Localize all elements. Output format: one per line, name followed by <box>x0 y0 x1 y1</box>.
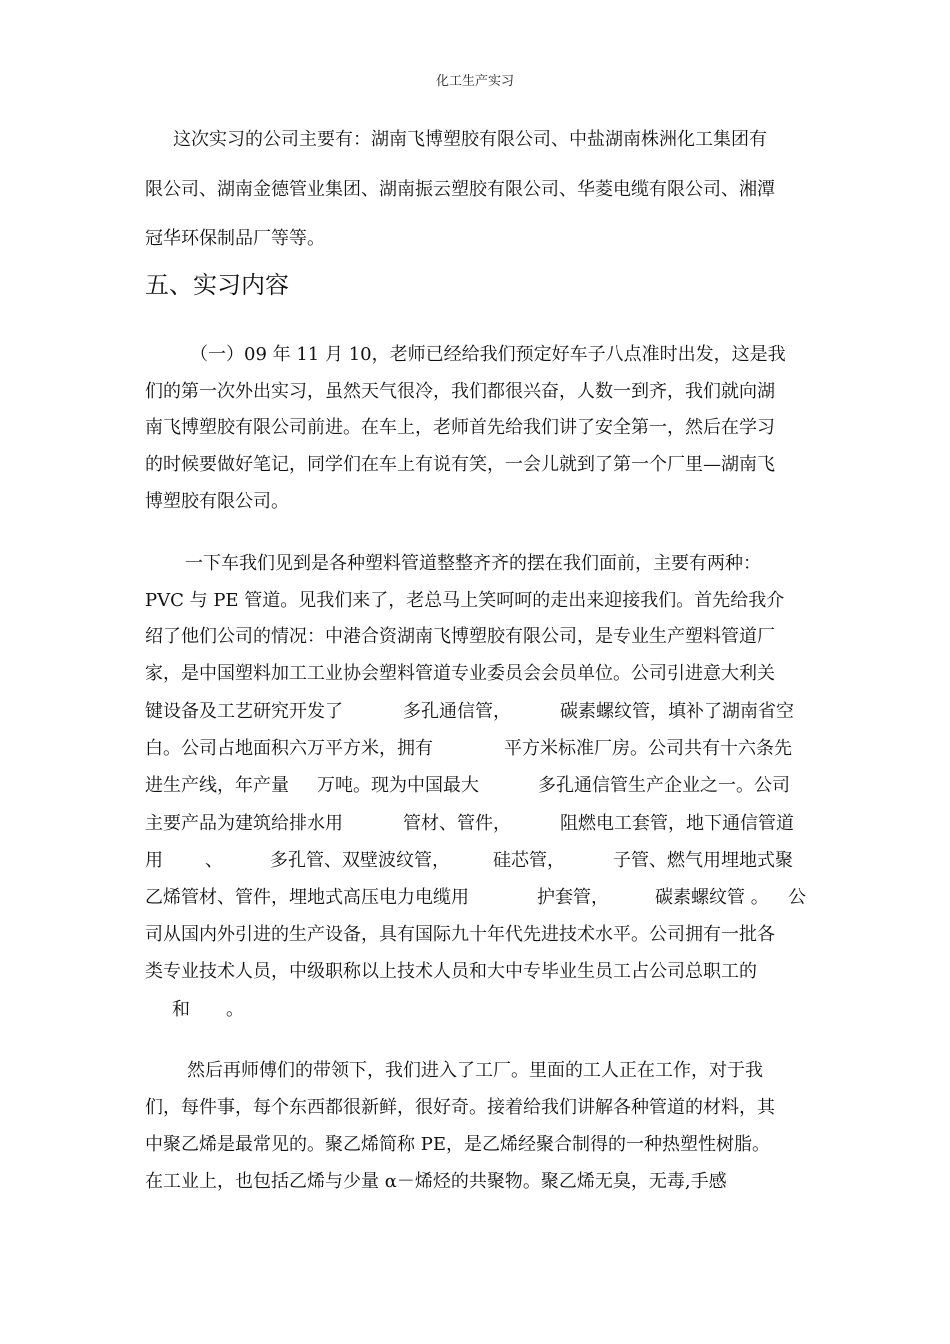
p3-line-8-c: 阻燃电工套管，地下通信管道 <box>560 813 794 834</box>
p3-line-6-a: 白。公司占地面积六万平方米，拥有 <box>145 738 433 759</box>
p3-line-6-b: 平方米标准厂房。公司共有十六条先 <box>504 738 792 759</box>
p3-line-13-a: 和 <box>172 999 190 1020</box>
p3-line-3: 绍了他们公司的情况：中港合资湖南飞博塑胶有限公司，是专业生产塑料管道厂 <box>145 626 775 647</box>
p3-line-10-b: 护套管， <box>537 887 609 908</box>
p3-line-2: PVC 与 PE 管道。见我们来了，老总马上笑呵呵的走出来迎接我们。首先给我介 <box>145 590 785 611</box>
p3-line-12: 类专业技术人员，中级职称以上技术人员和大中专毕业生员工占公司总职工的 <box>145 961 757 982</box>
p2-line-2: 们的第一次外出实习，虽然天气很冷，我们都很兴奋，人数一到齐，我们就向湖 <box>145 381 775 402</box>
p3-line-4: 家，是中国塑料加工工业协会塑料管道专业委员会会员单位。公司引进意大利关 <box>145 663 775 684</box>
p2-line-4: 的时候要做好笔记，同学们在车上有说有笑，一会儿就到了第一个厂里—湖南飞 <box>145 454 775 475</box>
p3-line-11: 司从国内外引进的生产设备，具有国际九十年代先进技术水平。公司拥有一批各 <box>145 924 775 945</box>
p3-line-9-d: 硅芯管， <box>493 850 565 871</box>
p3-line-5-b: 多孔通信管， <box>403 701 511 722</box>
p3-line-10-a: 乙烯管材、管件，埋地式高压电力电缆用 <box>145 887 469 908</box>
p3-line-1: 一下车我们见到是各种塑料管道整整齐齐的摆在我们面前，主要有两种： <box>185 553 761 574</box>
p3-line-5-c: 碳素螺纹管，填补了湖南省空 <box>560 701 794 722</box>
p3-line-7-c: 多孔通信管生产企业之一。公司 <box>538 775 790 796</box>
p2-line-1: （一）09 年 11 月 10，老师已经给我们预定好车子八点准时出发，这是我 <box>190 344 786 365</box>
p2-line-5: 博塑胶有限公司。 <box>145 491 289 512</box>
p2-line-3: 南飞博塑胶有限公司前进。在车上，老师首先给我们讲了安全第一，然后在学习 <box>145 417 775 438</box>
p4-line-2: 们，每件事，每个东西都很新鲜，很好奇。接着给我们讲解各种管道的材料，其 <box>145 1097 775 1118</box>
p1-line-1: 这次实习的公司主要有：湖南飞博塑胶有限公司、中盐湖南株洲化工集团有 <box>173 129 767 150</box>
p3-line-7-b: 万吨。现为中国最大 <box>317 775 479 796</box>
p1-line-2: 限公司、湖南金德管业集团、湖南振云塑胶有限公司、华菱电缆有限公司、湘潭 <box>145 179 775 200</box>
p3-line-7-a: 进生产线，年产量 <box>145 775 289 796</box>
p4-line-4: 在工业上，也包括乙烯与少量 α－烯烃的共聚物。聚乙烯无臭，无毒,手感 <box>145 1171 727 1192</box>
p3-line-8-b: 管材、管件， <box>403 813 511 834</box>
running-header: 化工生产实习 <box>435 74 514 89</box>
p3-line-9-e: 子管、燃气用埋地式聚 <box>613 850 793 871</box>
p1-line-3: 冠华环保制品厂等等。 <box>145 228 325 249</box>
p3-line-9-a: 用 <box>145 850 163 871</box>
p3-line-5-a: 键设备及工艺研究开发了 <box>145 701 343 722</box>
p3-line-9-c: 多孔管、双壁波纹管， <box>270 850 450 871</box>
p3-line-8-a: 主要产品为建筑给排水用 <box>145 813 343 834</box>
p3-line-10-c: 碳素螺纹管 。 <box>655 887 769 908</box>
p3-line-10-d: 公 <box>788 887 806 908</box>
p3-line-9-b: 、 <box>205 850 223 871</box>
p3-line-13-b: 。 <box>226 999 244 1020</box>
p4-line-3: 中聚乙烯是最常见的。聚乙烯简称 PE，是乙烯经聚合制得的一种热塑性树脂。 <box>145 1134 770 1155</box>
p4-line-1: 然后再师傅们的带领下，我们进入了工厂。里面的工人正在工作，对于我 <box>187 1060 763 1081</box>
section-heading: 五、实习内容 <box>145 271 289 299</box>
